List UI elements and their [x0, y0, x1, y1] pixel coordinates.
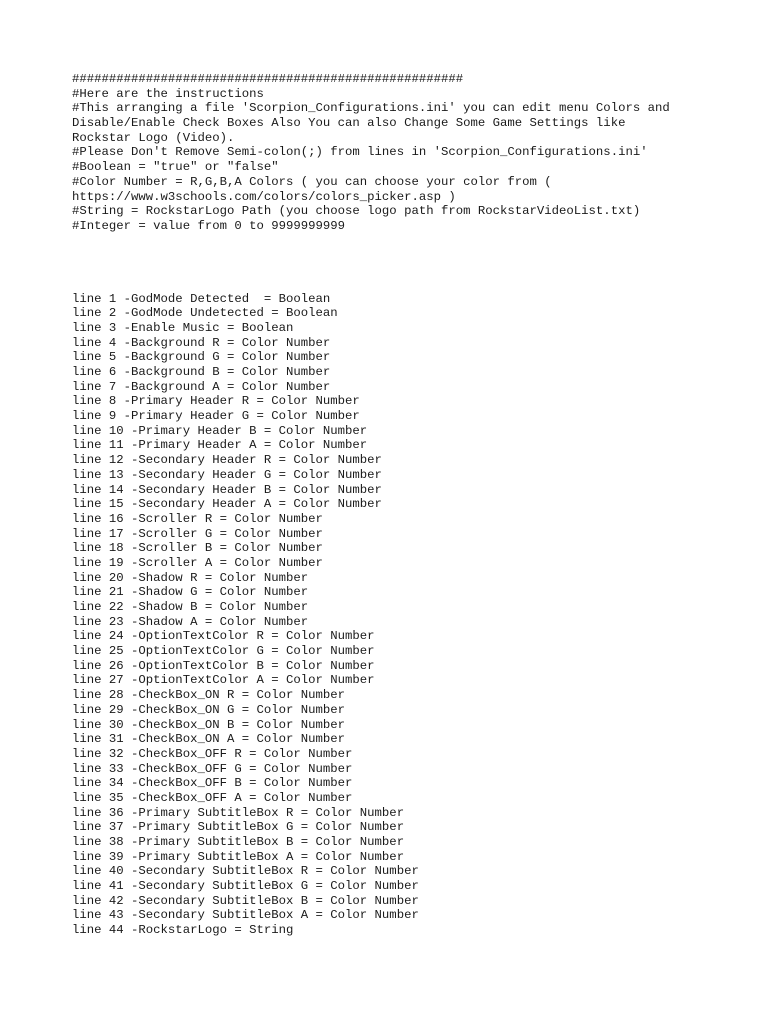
config-line: line 19 -Scroller A = Color Number — [72, 555, 323, 570]
config-line: line 7 -Background A = Color Number — [72, 379, 331, 394]
config-line: line 21 -Shadow G = Color Number — [72, 585, 309, 600]
config-line: line 27 -OptionTextColor A = Color Number — [72, 673, 375, 688]
config-line: line 15 -Secondary Header A = Color Number — [72, 497, 382, 512]
config-line: line 11 -Primary Header A = Color Number — [72, 438, 368, 453]
instruction-line: #Here are the instructions — [72, 86, 264, 101]
config-line: line 41 -Secondary SubtitleBox G = Color Number — [72, 879, 419, 894]
instructions-header — [72, 72, 712, 234]
config-line: line 33 -CheckBox_OFF G = Color Number — [72, 761, 353, 776]
instruction-line: #Color Number = R,G,B,A Colors ( you can choose your color from ( — [72, 174, 552, 189]
config-line: line 42 -Secondary SubtitleBox B = Color Number — [72, 893, 419, 908]
config-line: line 9 -Primary Header G = Color Number — [72, 409, 360, 424]
config-line: line 22 -Shadow B = Color Number — [72, 600, 309, 614]
instruction-line: #This arranging a file 'Scorpion_Configurations.ini' you can edit menu Colors and — [72, 101, 670, 116]
config-line: line 40 -Secondary SubtitleBox R = Color Number — [72, 864, 419, 879]
instruction-line: Disable/Enable Check Boxes Also You can also Change Some Game Settings like — [72, 116, 626, 131]
instruction-line: #Boolean = "true" or "false" — [72, 160, 279, 175]
config-line: line 17 -Scroller G = Color Number — [72, 526, 323, 541]
config-line: line 38 -Primary SubtitleBox B = Color Number — [72, 835, 405, 849]
config-line: line 43 -Secondary SubtitleBox A = Color Number — [72, 908, 419, 923]
section-gap — [72, 234, 712, 292]
config-line: line 32 -CheckBox_OFF R = Color Number — [72, 746, 353, 761]
instruction-line: ##################################################### — [72, 72, 464, 86]
config-line: line 36 -Primary SubtitleBox R = Color Number — [72, 805, 405, 820]
config-line: line 39 -Primary SubtitleBox A = Color Number — [72, 849, 405, 864]
config-line: line 30 -CheckBox_ON B = Color Number — [72, 717, 346, 732]
config-line: line 16 -Scroller R = Color Number — [72, 511, 323, 526]
document-page — [72, 72, 712, 938]
config-line: line 2 -GodMode Undetected = Boolean — [72, 306, 338, 321]
instruction-line: #Please Don't Remove Semi-colon(;) from lines in 'Scorpion_Configurations.ini' — [72, 145, 648, 160]
config-line: line 28 -CheckBox_ON R = Color Number — [72, 688, 346, 703]
config-line: line 31 -CheckBox_ON A = Color Number — [72, 732, 346, 747]
config-line: line 25 -OptionTextColor G = Color Number — [72, 644, 375, 659]
config-line: line 24 -OptionTextColor R = Color Number — [72, 629, 375, 644]
config-line: line 10 -Primary Header B = Color Number — [72, 423, 368, 438]
config-line: line 1 -GodMode Detected = Boolean — [72, 291, 331, 306]
config-line: line 14 -Secondary Header B = Color Number — [72, 482, 382, 497]
config-line: line 6 -Background B = Color Number — [72, 365, 331, 379]
instruction-line: #Integer = value from 0 to 9999999999 — [72, 218, 346, 233]
config-line: line 34 -CheckBox_OFF B = Color Number — [72, 776, 353, 791]
config-line-list — [72, 292, 712, 938]
config-line: line 8 -Primary Header R = Color Number — [72, 394, 360, 409]
config-line: line 44 -RockstarLogo = String — [72, 923, 294, 938]
config-line: line 29 -CheckBox_ON G = Color Number — [72, 702, 346, 717]
config-line: line 37 -Primary SubtitleBox G = Color Number — [72, 820, 405, 835]
config-line: line 35 -CheckBox_OFF A = Color Number — [72, 790, 353, 805]
config-line: line 12 -Secondary Header R = Color Number — [72, 453, 382, 468]
config-line: line 4 -Background R = Color Number — [72, 335, 331, 350]
instruction-line: https://www.w3schools.com/colors/colors_picker.asp ) — [72, 189, 456, 204]
config-line: line 3 -Enable Music = Boolean — [72, 320, 294, 335]
config-line: line 20 -Shadow R = Color Number — [72, 570, 309, 585]
config-line: line 23 -Shadow A = Color Number — [72, 614, 309, 629]
instruction-line: #String = RockstarLogo Path (you choose logo path from RockstarVideoList.txt) — [72, 204, 641, 219]
config-line: line 13 -Secondary Header G = Color Number — [72, 467, 382, 482]
config-line: line 26 -OptionTextColor B = Color Number — [72, 658, 375, 673]
config-line: line 5 -Background G = Color Number — [72, 350, 331, 365]
config-line: line 18 -Scroller B = Color Number — [72, 541, 323, 556]
instruction-line: Rockstar Logo (Video). — [72, 130, 235, 145]
